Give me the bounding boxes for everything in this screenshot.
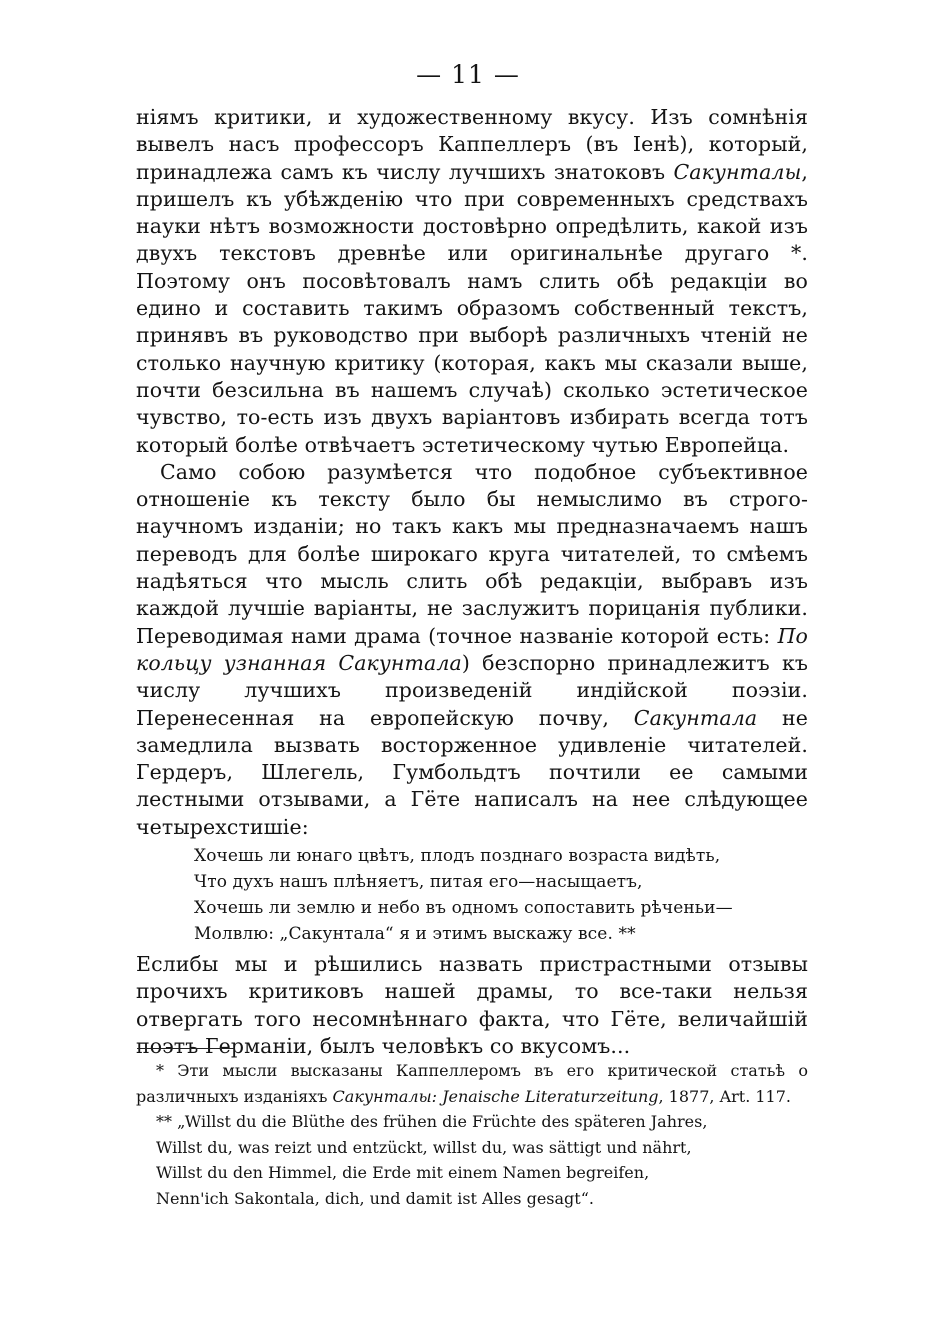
page-number: — 11 — xyxy=(416,60,520,89)
paragraph-1-text-a: ніямъ критики, и художественному вкусу. Изъ сомнѣнія вывелъ насъ профессоръ Каппеллеръ (въ Іенѣ), который, принадлежа самъ къ числу лучшихъ знатоковъ xyxy=(136,105,808,184)
footnote-divider xyxy=(137,1048,235,1049)
paragraph-1-italic-title: Сакунталы xyxy=(673,159,802,184)
footnote-2-line: Willst du den Himmel, die Erde mit einem Namen begreifen, xyxy=(156,1163,650,1182)
paragraph-1-text-b: , пришелъ къ убѣжденію что при современныхъ средствахъ науки нѣтъ возможности достовѣрно опредѣлить, какой изъ двухъ текстовъ древнѣе или оригинальнѣе другаго *. Поэтому онъ посовѣтовалъ намъ слить обѣ редакціи во едино и составить такимъ образомъ собственный текстъ, принявъ въ руководство при выборѣ различныхъ чтеній не столько научную критику (которая, какъ мы сказали выше, почти безсильна въ нашемъ случаѣ) сколько эстетическое чувство, то-есть изъ двухъ варіантовъ избирать всегда тотъ который болѣе отвѣчаетъ эстетическому чутью Европейца. xyxy=(136,159,808,457)
paragraph-2-italic-name: Сакунтала xyxy=(633,705,758,730)
verse-line: Что духъ нашъ плѣняетъ, питая его—насыщаетъ, xyxy=(194,872,643,893)
verse-line: Хочешь ли юнаго цвѣтъ, плодъ позднаго возраста видѣть, xyxy=(194,846,721,867)
footnote-1 xyxy=(136,1058,808,1109)
paragraph-2 xyxy=(136,459,808,841)
verse-line: Хочешь ли землю и небо въ одномъ сопоставить рѣченьи— xyxy=(194,898,733,919)
paragraph-2-text-a: Само собою разумѣется что подобное субъективное отношеніе къ тексту было бы немыслимо въ строго-научномъ изданіи; но такъ какъ мы предназначаемъ нашъ переводъ для болѣе широкаго круга читателей, то смѣемъ надѣяться что мысль слить обѣ редакціи, выбравъ изъ каждой лучшіе варіанты, не заслужитъ порицанія публики. Переводимая нами драма (точное названіе которой есть: xyxy=(136,459,808,648)
main-text xyxy=(136,104,808,1060)
verse-line: Молвлю: „Сакунтала“ я и этимъ выскажу все. ** xyxy=(194,924,636,945)
footnote-2-line: Nenn'ich Sakontala, dich, und damit ist Alles gesagt“. xyxy=(156,1188,594,1208)
footnote-1-text-a: * Эти мысли высказаны Каппеллеромъ въ его критической статьѣ о различныхъ изданіяхъ xyxy=(136,1061,808,1106)
footnote-1-text-b: , 1877, Art. 117. xyxy=(658,1086,791,1106)
paragraph-2-italic-title: По кольцу узнанная Сакунтала xyxy=(136,623,808,675)
paragraph-1 xyxy=(136,104,808,459)
footnote-1-italic-source: Сакунталы: Jenaische Literaturzeitung xyxy=(332,1086,659,1106)
footnote-2-line: ** „Willst du die Blüthe des frühen die Früchte des späteren Jahres, xyxy=(156,1112,708,1131)
footnote-2-line: Willst du, was reizt und entzückt, willst du, was sättigt und nährt, xyxy=(156,1137,692,1157)
paragraph-2-text-b: ) безспорно принадлежитъ къ числу лучшихъ произведеній индійской поэзіи. Перенесенная на европейскую почву, xyxy=(136,650,809,730)
goethe-quatrain xyxy=(194,843,808,947)
paragraph-2-text-c: не замедлила вызвать восторженное удивленіе читателей. Гердеръ, Шлегель, Гумбольдтъ почтили ее самыми лестными отзывами, а Гёте написалъ на нее слѣдующее четырехстишіе: xyxy=(136,705,808,839)
footnotes xyxy=(136,1058,808,1211)
paragraph-3: Еслибы мы и рѣшились назвать пристрастными отзывы прочихъ критиковъ нашей драмы, то все-таки нельзя отвергать того несомнѣннаго факта, что Гёте, величайшій поэтъ Германіи, былъ человѣкъ со вкусомъ... xyxy=(136,952,808,1058)
